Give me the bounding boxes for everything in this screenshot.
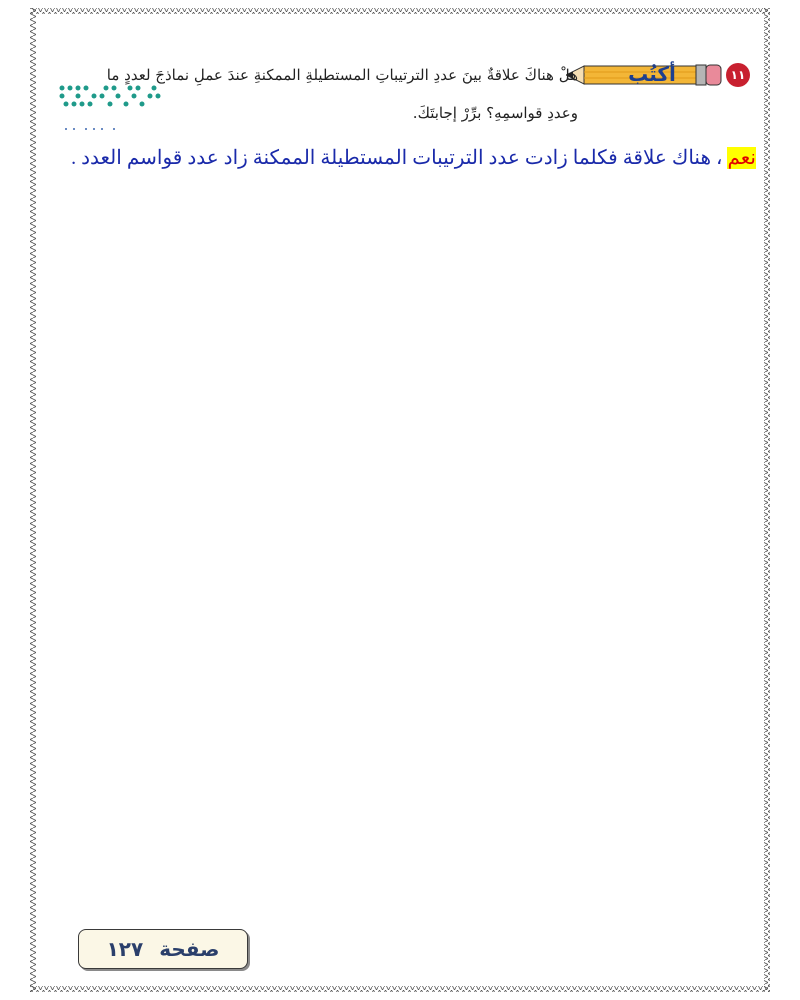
question-line-2: وعددِ قواسمِهِ؟ برِّرْ إجابتَكَ. [412, 104, 578, 122]
page-number: ١٢٧ [106, 937, 144, 961]
question-line-1: هلْ هناكَ علاقةٌ بينَ عددِ الترتيباتِ المستطيلةِ الممكنةِ عندَ عملِ نماذجَ لعددٍ ما [106, 66, 578, 84]
page-word: صفحة [159, 937, 220, 961]
answer-text [36, 145, 756, 170]
write-tag-label: أكتُب [628, 62, 676, 86]
question-number-badge: ١١ [726, 63, 750, 87]
answer-yes-highlight: نعم [727, 147, 756, 169]
answer-explanation: ، هناك علاقة فكلما زادت عدد الترتيبات المستطيلة الممكنة زاد عدد قواسم العدد . [71, 147, 728, 169]
page-number-box [78, 929, 248, 969]
ministry-logo-icon [56, 80, 166, 136]
